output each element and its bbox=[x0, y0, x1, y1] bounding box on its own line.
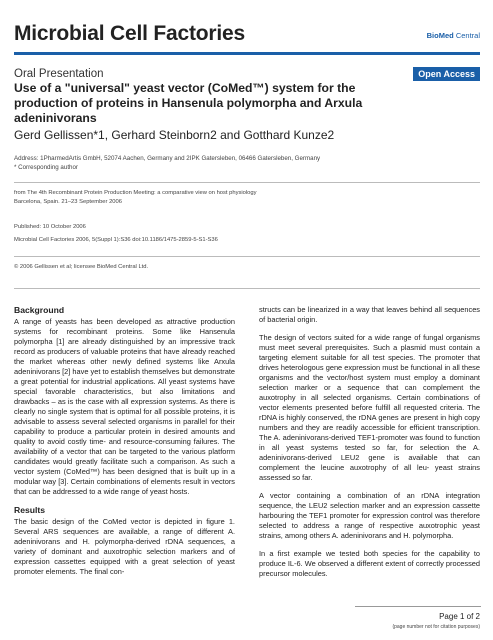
divider bbox=[14, 288, 480, 289]
right-column bbox=[259, 305, 480, 587]
journal-header bbox=[14, 22, 480, 48]
biomed-central-logo bbox=[427, 31, 480, 40]
published-date: Published: 10 October 2006 bbox=[14, 224, 86, 230]
author-address bbox=[14, 154, 480, 172]
corresponding-author-note: * Corresponding author bbox=[14, 164, 78, 171]
article-type: Oral Presentation bbox=[14, 68, 104, 80]
publisher-name-light: Central bbox=[453, 31, 480, 40]
results-paragraph: The basic design of the CoMed vector is depicted in figure 1. Several ARS sequences are available, a range of different A. adeninivorans and H. polymorpha-derived rDNA sequences, a variety of dominant and auxotrophic selection markers and of expression cassettes equipped with a great selection of yeast promoter elements. The final con- bbox=[14, 517, 235, 576]
meeting-info bbox=[14, 189, 480, 207]
meeting-location: Barcelona, Spain. 21–23 September 2006 bbox=[14, 199, 122, 205]
copyright-notice: © 2006 Gellissen et al; licensee BioMed Central Ltd. bbox=[14, 264, 149, 270]
background-heading: Background bbox=[14, 305, 65, 315]
open-access-badge: Open Access bbox=[413, 67, 480, 81]
body-paragraph: In a first example we tested both species for the capability to produce IL-6. We observed a different extent of correctly processed precursor molecules. bbox=[259, 549, 480, 578]
body-paragraph: A vector containing a combination of an rDNA integration sequence, the LEU2 selection marker and an expression cassette harbouring the TEF1 promoter for expression control was therefore selected to address a range of respective auxotrophic yeast strains, among others A. adeninivorans and H. polymorpha. bbox=[259, 491, 480, 540]
meeting-name: from The 4th Recombinant Protein Production Meeting: a comparative view on host physiology bbox=[14, 190, 257, 196]
background-paragraph: A range of yeasts has been developed as attractive production systems for recombinant proteins. Some like Hansenula polymorpha [1] are already distinguished by an impressive track record as producers of valuable proteins that have already reached the market whereas other newly defined systems like Arxula adeninivorans [2] have yet to establish themselves but demonstrate a great potential for industrial applications. All yeast systems have special favorable characteristics, but also limitations and drawbacks – as is the case with all expression systems. As there is clearly no single system that is optimal for all possible proteins, it is advisable to assess several selected organisms in parallel for their capability to produce a particular protein in desired amounts and quality to avoid costly time- and resource-consuming failures. The availability of a vector that can be targeted to the various platform candidates would greatly facilitate such a comparison. As such a vector system (CoMed™) has been designed that is built up in a modular way [3]. Certain combinations of elements result in vectors that can be addressed to a wide range of yeast hosts. bbox=[14, 317, 235, 496]
page-number: Page 1 of 2 bbox=[439, 612, 480, 621]
results-heading: Results bbox=[14, 505, 46, 515]
footer-rule bbox=[355, 606, 481, 607]
body-paragraph: The design of vectors suited for a wide range of fungal organisms must meet several prerequisites. Such a plasmid must contain a targeting element suitable for all test species. The promoter that drives heterologous gene expression must be functional in all these organisms and the vector/host system must employ a dominant selection marker or a sequence that can complement the auxotrophy in all selected organisms. Certain combinations of vector elements presented before fulfill all requested criteria. The rDNA is highly conserved, the rDNA genes are present in high copy numbers and they are readily accessible for efficient transcription. The A. adeninivorans-derived TEF1-promoter was found to function in all yeast systems tested so far, for selection the A. adeninivorans-derived LEU2 gene is available that can complement the leucine auxotrophy of all leu- yeast strains assessed so far. bbox=[259, 333, 480, 482]
article-title: Use of a "universal" yeast vector (CoMed™) system for the production of proteins in Hansenula polymorpha and Arxula adeninivorans bbox=[14, 81, 363, 125]
citation: Microbial Cell Factories 2006, 5(Suppl 1):S36 doi:10.1186/1475-2859-5-S1-S36 bbox=[14, 237, 218, 243]
author-list: Gerd Gellissen*1, Gerhard Steinborn2 and Gotthard Kunze2 bbox=[14, 128, 335, 142]
address-line: Address: 1PharmedArtis GmbH, 52074 Aachen, Germany and 2IPK Gatersleben, 06466 Gatersleben, Germany bbox=[14, 155, 321, 162]
divider bbox=[14, 256, 480, 257]
publisher-name-strong: BioMed bbox=[426, 31, 454, 40]
journal-title: Microbial Cell Factories bbox=[14, 22, 245, 45]
left-column bbox=[14, 305, 235, 585]
publication-info bbox=[14, 223, 480, 245]
page-note: (page number not for citation purposes) bbox=[392, 624, 480, 630]
header-rule bbox=[14, 52, 480, 55]
divider bbox=[14, 182, 480, 183]
body-paragraph: structs can be linearized in a way that leaves behind all sequences of bacterial origin. bbox=[259, 305, 480, 324]
